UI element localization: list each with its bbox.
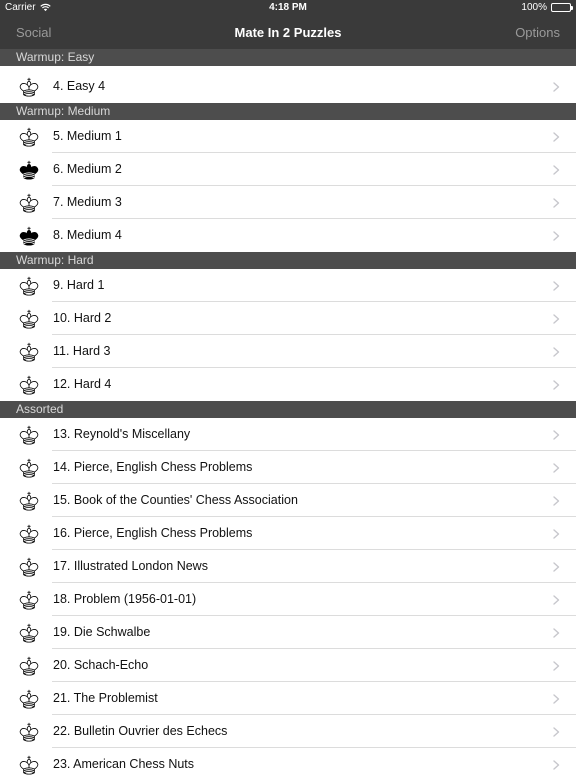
white-king-icon xyxy=(17,456,41,480)
section-header: Warmup: Easy xyxy=(0,49,576,66)
puzzle-label: 13. Reynold's Miscellany xyxy=(53,427,191,441)
chevron-right-icon xyxy=(553,727,560,737)
puzzle-row[interactable] xyxy=(0,484,576,517)
white-king-icon xyxy=(17,720,41,744)
puzzle-label: 18. Problem (1956-01-01) xyxy=(53,592,197,606)
puzzle-row[interactable] xyxy=(0,649,576,682)
puzzle-row[interactable] xyxy=(0,269,576,302)
puzzle-label: 5. Medium 1 xyxy=(53,129,122,143)
white-king-icon xyxy=(17,654,41,678)
puzzle-row[interactable] xyxy=(0,335,576,368)
white-king-icon xyxy=(17,489,41,513)
puzzle-row[interactable] xyxy=(0,186,576,219)
puzzle-label: 11. Hard 3 xyxy=(53,344,111,358)
status-time: 4:18 PM xyxy=(269,2,307,13)
white-king-icon xyxy=(17,75,41,99)
chevron-right-icon xyxy=(553,529,560,539)
white-king-icon xyxy=(17,373,41,397)
options-button[interactable]: Options xyxy=(515,25,560,40)
puzzle-label: 19. Die Schwalbe xyxy=(53,625,151,639)
puzzle-label: 9. Hard 1 xyxy=(53,278,105,292)
chevron-right-icon xyxy=(553,562,560,572)
chevron-right-icon xyxy=(553,132,560,142)
puzzle-row[interactable] xyxy=(0,302,576,335)
chevron-right-icon xyxy=(553,380,560,390)
puzzle-list[interactable] xyxy=(0,49,576,781)
page-title: Mate In 2 Puzzles xyxy=(234,25,342,40)
chevron-right-icon xyxy=(553,281,560,291)
white-king-icon xyxy=(17,555,41,579)
puzzle-row[interactable] xyxy=(0,70,576,103)
white-king-icon xyxy=(17,753,41,777)
white-king-icon xyxy=(17,423,41,447)
puzzle-label: 16. Pierce, English Chess Problems xyxy=(53,526,253,540)
chevron-right-icon xyxy=(553,496,560,506)
puzzle-label: 17. Illustrated London News xyxy=(53,559,208,573)
puzzle-label: 4. Easy 4 xyxy=(53,79,106,93)
puzzle-label: 23. American Chess Nuts xyxy=(53,757,195,771)
battery-info xyxy=(521,2,571,13)
puzzle-row[interactable] xyxy=(0,682,576,715)
chevron-right-icon xyxy=(553,661,560,671)
chevron-right-icon xyxy=(553,165,560,175)
puzzle-label: 22. Bulletin Ouvrier des Echecs xyxy=(53,724,228,738)
chevron-right-icon xyxy=(553,463,560,473)
puzzle-row[interactable] xyxy=(0,748,576,781)
chevron-right-icon xyxy=(553,231,560,241)
white-king-icon xyxy=(17,307,41,331)
puzzle-label: 10. Hard 2 xyxy=(53,311,112,325)
puzzle-label: 8. Medium 4 xyxy=(53,228,122,242)
status-bar xyxy=(0,0,576,16)
white-king-icon xyxy=(17,687,41,711)
battery-percent: 100% xyxy=(521,2,547,13)
black-king-icon xyxy=(17,158,41,182)
white-king-icon xyxy=(17,274,41,298)
white-king-icon xyxy=(17,191,41,215)
chevron-right-icon xyxy=(553,430,560,440)
puzzle-row[interactable] xyxy=(0,616,576,649)
chevron-right-icon xyxy=(553,347,560,357)
puzzle-row[interactable] xyxy=(0,517,576,550)
puzzle-row[interactable] xyxy=(0,120,576,153)
puzzle-row[interactable] xyxy=(0,219,576,252)
white-king-icon xyxy=(17,125,41,149)
white-king-icon xyxy=(17,340,41,364)
puzzle-row[interactable] xyxy=(0,153,576,186)
puzzle-label: 20. Schach-Echo xyxy=(53,658,149,672)
puzzle-label: 14. Pierce, English Chess Problems xyxy=(53,460,253,474)
puzzle-label: 21. The Problemist xyxy=(53,691,158,705)
section-header: Warmup: Medium xyxy=(0,103,576,120)
carrier-label: Carrier xyxy=(5,2,36,13)
chevron-right-icon xyxy=(553,628,560,638)
social-button[interactable]: Social xyxy=(16,25,52,40)
chevron-right-icon xyxy=(553,694,560,704)
puzzle-row[interactable] xyxy=(0,418,576,451)
puzzle-row[interactable] xyxy=(0,550,576,583)
chevron-right-icon xyxy=(553,198,560,208)
chevron-right-icon xyxy=(553,595,560,605)
puzzle-row[interactable] xyxy=(0,583,576,616)
battery-icon xyxy=(551,3,571,12)
white-king-icon xyxy=(17,588,41,612)
puzzle-label: 6. Medium 2 xyxy=(53,162,122,176)
puzzle-row[interactable] xyxy=(0,715,576,748)
white-king-icon xyxy=(17,522,41,546)
chevron-right-icon xyxy=(553,760,560,770)
puzzle-row[interactable] xyxy=(0,451,576,484)
chevron-right-icon xyxy=(553,314,560,324)
white-king-icon xyxy=(17,621,41,645)
chevron-right-icon xyxy=(553,82,560,92)
navigation-bar xyxy=(0,16,576,49)
black-king-icon xyxy=(17,224,41,248)
puzzle-label: 15. Book of the Counties' Chess Association xyxy=(53,493,298,507)
section-header: Warmup: Hard xyxy=(0,252,576,269)
section-header: Assorted xyxy=(0,401,576,418)
puzzle-row[interactable] xyxy=(0,368,576,401)
puzzle-label: 7. Medium 3 xyxy=(53,195,122,209)
puzzle-label: 12. Hard 4 xyxy=(53,377,112,391)
